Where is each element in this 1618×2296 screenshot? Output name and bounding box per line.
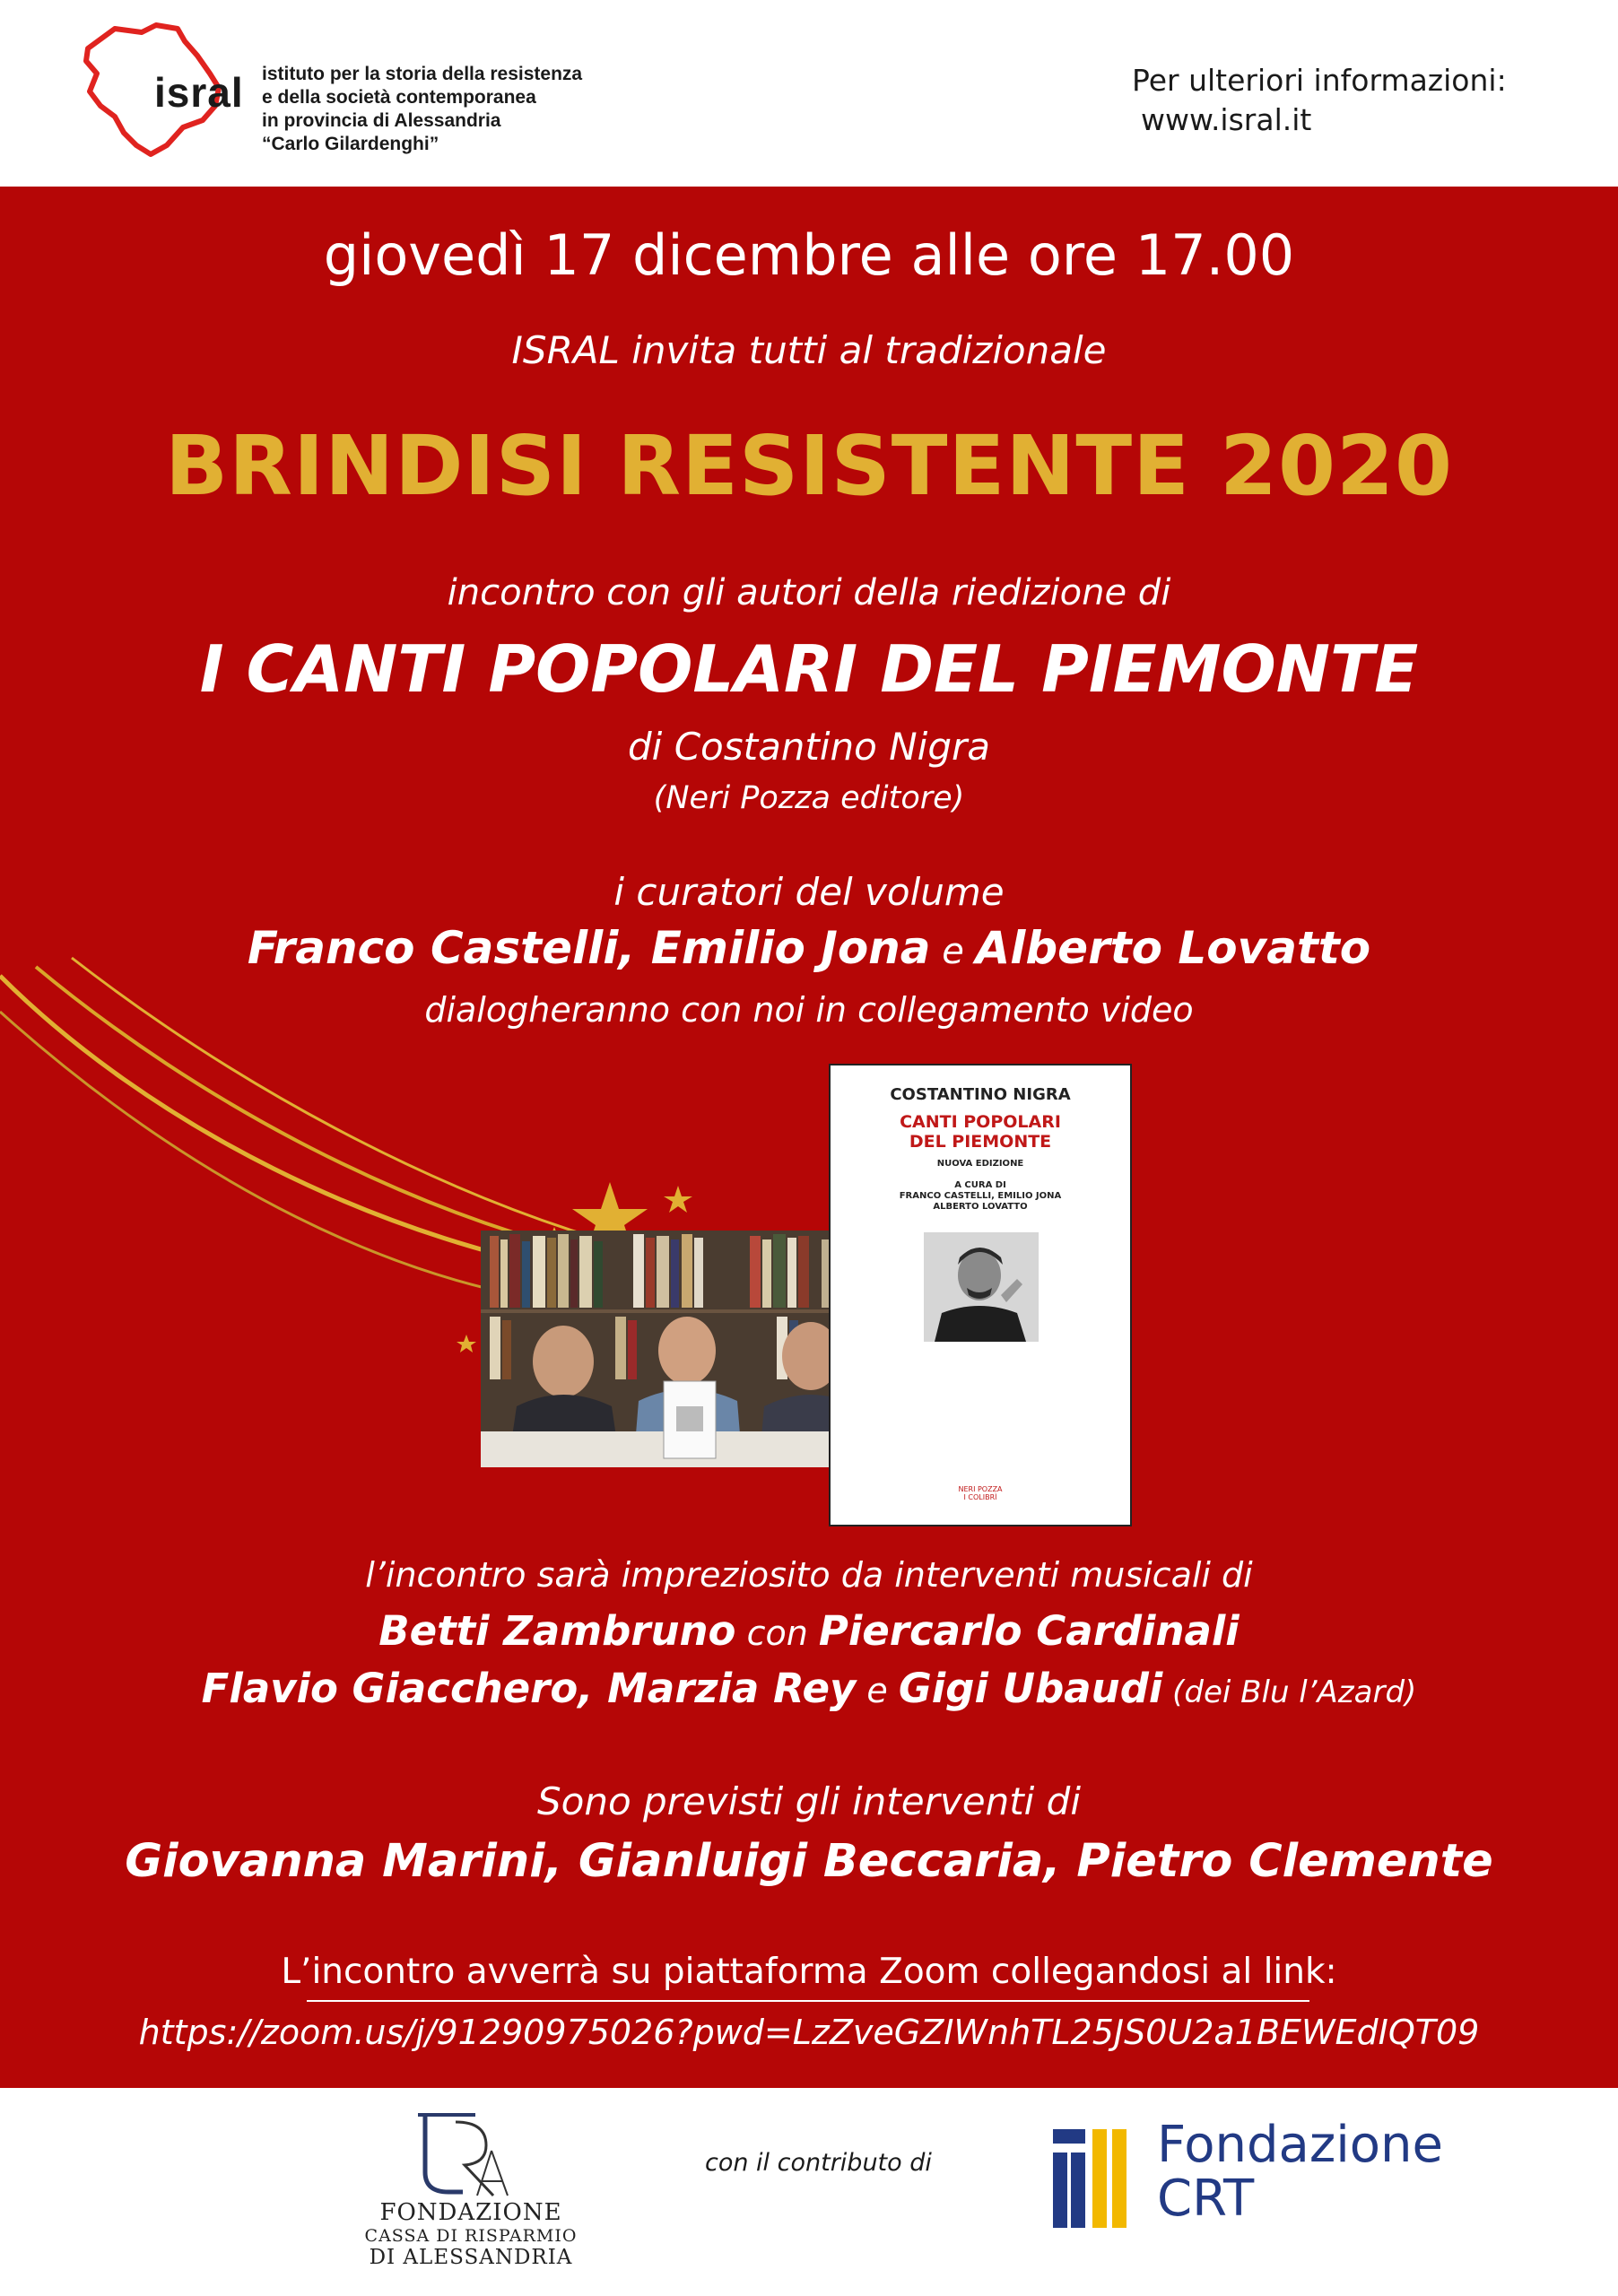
info-label: Per ulteriori informazioni: — [1132, 63, 1507, 98]
curatore-name: Alberto Lovatto — [975, 922, 1371, 974]
event-date: giovedì 17 dicembre alle ore 17.00 — [323, 222, 1295, 288]
authors-photo-image — [481, 1231, 884, 1467]
cover-curators-line: A CURA DI — [954, 1180, 1006, 1190]
musicians-line-1 — [0, 1607, 1618, 1655]
conjunction: e — [930, 931, 976, 972]
book-cover — [829, 1064, 1132, 1526]
dialog-line: dialogheranno con noi in collegamento video — [424, 990, 1194, 1030]
org-line: e della società contemporanea — [262, 87, 536, 108]
musician-name: Flavio Giacchero — [201, 1665, 578, 1712]
musician-name: Gigi Ubaudi — [898, 1665, 1163, 1712]
event-title: BRINDISI RESISTENTE 2020 — [164, 418, 1454, 514]
invite-line: ISRAL invita tutti al tradizionale — [511, 328, 1107, 372]
info-block — [1132, 61, 1507, 140]
cover-curators — [831, 1180, 1130, 1213]
cover-title-line: CANTI POPOLARI — [900, 1112, 1061, 1132]
cover-portrait — [924, 1232, 1039, 1342]
contributo-label: con il contributo di — [705, 2149, 932, 2177]
info-url-link[interactable]: www.isral.it — [1141, 102, 1312, 137]
interventi-intro: Sono previsti gli interventi di — [536, 1779, 1082, 1823]
authors-photo — [481, 1231, 884, 1467]
org-name — [262, 63, 582, 156]
org-line: istituto per la storia della resistenza — [262, 64, 583, 84]
zoom-link[interactable]: https://zoom.us/j/91290975026?pwd=LzZveGZIWnhTL25JS0U2a1BEWEdIQT09 — [138, 2013, 1480, 2052]
curatori-label: i curatori del volume — [613, 870, 1005, 914]
org-line: “Carlo Gilardenghi” — [262, 134, 439, 154]
cover-publisher-line: I COLIBRÌ — [963, 1493, 997, 1501]
crt-name-line: Fondazione — [1157, 2116, 1443, 2174]
publisher: (Neri Pozza editore) — [653, 780, 965, 816]
book-author: di Costantino Nigra — [628, 725, 990, 769]
musician-name: Betti Zambruno — [378, 1607, 736, 1655]
fondazione-line: FONDAZIONE — [379, 2199, 562, 2226]
fondazione-line: CASSA DI RISPARMIO — [364, 2226, 578, 2246]
org-line: in provincia di Alessandria — [262, 110, 501, 131]
fondazione-line: DI ALESSANDRIA — [369, 2246, 573, 2269]
separator: , — [618, 922, 651, 974]
cover-publisher — [831, 1485, 1130, 1501]
cover-curators-line: FRANCO CASTELLI, EMILIO JONA — [899, 1191, 1062, 1201]
curatori-names — [0, 922, 1618, 974]
fondazione-cral-logo-icon — [393, 2109, 545, 2199]
book-title: I CANTI POPOLARI DEL PIEMONTE — [199, 631, 1419, 707]
crt-name-line: CRT — [1157, 2170, 1255, 2228]
speakers: Giovanna Marini, Gianluigi Beccaria, Pietro Clemente — [125, 1835, 1493, 1888]
incontro-line: incontro con gli autori della riedizione di — [447, 572, 1171, 613]
curatore-name: Franco Castelli — [247, 922, 619, 974]
conjunction: con — [735, 1613, 819, 1653]
cover-title — [831, 1112, 1130, 1152]
musician-name: Marzia Rey — [607, 1665, 857, 1712]
musicians-line-2 — [0, 1665, 1618, 1712]
logo-word: isral — [154, 69, 244, 116]
cover-author: COSTANTINO NIGRA — [890, 1085, 1071, 1104]
cover-publisher-line: NERI POZZA — [958, 1485, 1003, 1493]
fondazione-cral-name — [341, 2199, 601, 2269]
musician-name: Piercarlo Cardinali — [818, 1607, 1240, 1655]
curatore-name: Emilio Jona — [650, 922, 931, 974]
cover-title-line: DEL PIEMONTE — [909, 1132, 1052, 1152]
band-note: (dei Blu l’Azard) — [1162, 1674, 1417, 1710]
musica-intro: l’incontro sarà impreziosito da interventi musicali di — [365, 1555, 1253, 1595]
cover-edition: NUOVA EDIZIONE — [936, 1159, 1024, 1169]
zoom-text: L’incontro avverrà su piattaforma Zoom collegandosi al link: — [281, 1952, 1337, 1992]
separator: , — [578, 1665, 608, 1712]
conjunction: e — [856, 1671, 899, 1710]
crt-logo-icon — [1053, 2126, 1128, 2228]
crt-name — [1157, 2118, 1443, 2226]
cover-curators-line: ALBERTO LOVATTO — [933, 1202, 1028, 1212]
divider — [307, 2000, 1309, 2002]
invitation-panel — [0, 187, 1618, 2088]
